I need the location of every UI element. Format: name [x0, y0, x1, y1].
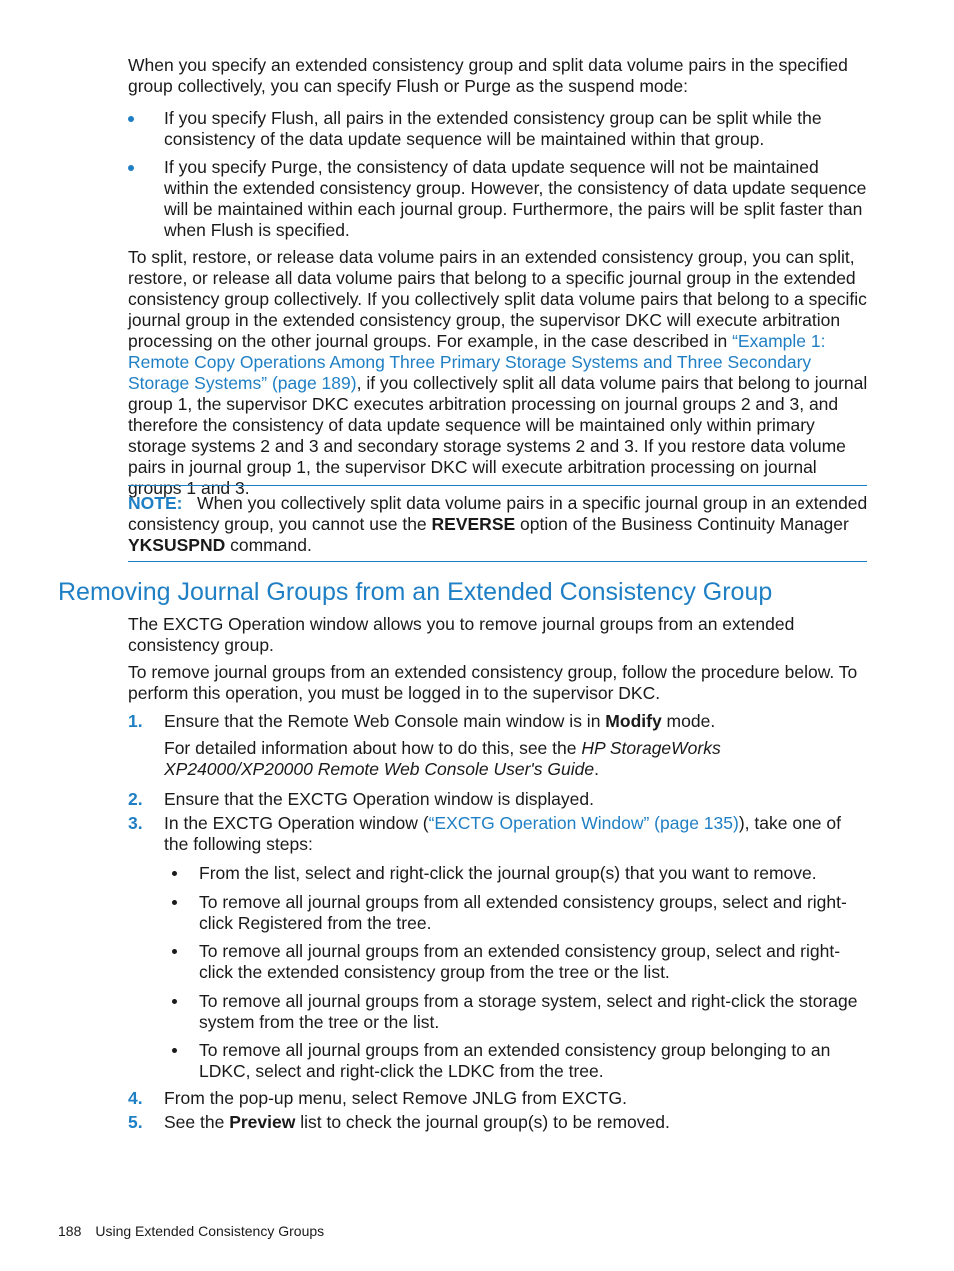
detail-text: . — [594, 759, 599, 779]
step-text-part: list to check the journal group(s) to be removed. — [295, 1112, 670, 1132]
step-number: 5. — [128, 1112, 143, 1132]
section-intro-paragraph: The EXCTG Operation window allows you to remove journal groups from an extended consistency group. — [128, 614, 795, 655]
bullet-text: If you specify Purge, the consistency of data update sequence will not be maintained within the extended consistency group. However, the consistency of data update sequence will be maintained within each journal group. Furthermore, the pairs will be split faster than when Flush is specified. — [164, 157, 867, 240]
bullet-icon — [172, 1048, 177, 1053]
step-number: 3. — [128, 813, 143, 833]
procedure-intro-paragraph: To remove journal groups from an extended consistency group, follow the procedure below. To perform this operation, you must be logged in to the supervisor DKC. — [128, 662, 858, 703]
note-text: When you collectively split data volume pairs in a specific journal group in an extended consistency group, you cannot use the — [128, 493, 868, 534]
step-text — [164, 711, 868, 732]
modify-mode: Modify — [605, 711, 662, 731]
step-text — [164, 1112, 868, 1133]
bullet-icon — [172, 900, 177, 905]
bullet-text: If you specify Flush, all pairs in the extended consistency group can be split while the consistency of the data update sequence will be maintained within that group. — [164, 108, 822, 149]
page-footer — [58, 1222, 338, 1240]
bullet-icon — [172, 949, 177, 954]
step-text: Ensure that the EXCTG Operation window is displayed. — [164, 789, 594, 809]
note-text: command. — [225, 535, 312, 555]
step-text-part: mode. — [661, 711, 716, 731]
paragraph-text: To split, restore, or release data volume pairs in an extended consistency group, you can split, restore, or release all data volume pairs that belong to a specific journal group in the extended consistency group collectively. If you collectively split data volume pairs that belong to a specific journal group in the extended consistency group, the supervisor DKC will execute arbitration processing on the other journal groups. For example, in the case described in — [128, 247, 867, 351]
exctg-operation-window-link[interactable]: “EXCTG Operation Window” (page 135) — [428, 813, 739, 833]
sub-step-text: To remove all journal groups from an extended consistency group, select and right-click the extended consistency group from the tree or the list. — [199, 941, 841, 982]
step-text-part: ), take one of the following steps: — [164, 813, 841, 854]
page-number: 188 — [58, 1223, 82, 1239]
example-1-link[interactable]: “Example 1: Remote Copy Operations Among Three Primary Storage Systems and Three Secondary Storage Systems” (page 189) — [128, 331, 826, 393]
sub-step-text: To remove all journal groups from a storage system, select and right-click the storage system from the tree or the list. — [199, 991, 858, 1032]
sub-step-text: To remove all journal groups from all extended consistency groups, select and right-click Registered from the tree. — [199, 892, 847, 933]
bullet-icon — [128, 165, 134, 171]
note-text: option of the Business Continuity Manager — [515, 514, 849, 534]
bullet-icon — [128, 116, 134, 122]
note-label: NOTE: — [128, 493, 183, 513]
step-text: From the pop-up menu, select Remove JNLG from EXCTG. — [164, 1088, 627, 1108]
step-text-part: In the EXCTG Operation window ( — [164, 813, 429, 833]
step-1-detail — [164, 738, 868, 780]
preview-list: Preview — [229, 1112, 296, 1132]
guide-title: HP StorageWorks XP24000/XP20000 Remote Web Console User's Guide — [164, 738, 721, 779]
sub-step-text: To remove all journal groups from an extended consistency group belonging to an LDKC, select and right-click the LDKC from the tree. — [199, 1040, 831, 1081]
split-restore-paragraph — [128, 247, 868, 499]
step-text — [164, 813, 868, 855]
detail-text: For detailed information about how to do this, see the — [164, 738, 582, 758]
step-number: 2. — [128, 789, 143, 809]
intro-paragraph: When you specify an extended consistency group and split data volume pairs in the specified group collectively, you can specify Flush or Purge as the suspend mode: — [128, 55, 848, 96]
step-number: 4. — [128, 1088, 143, 1108]
reverse-option: REVERSE — [431, 514, 516, 534]
chapter-title: Using Extended Consistency Groups — [95, 1223, 325, 1239]
note-top-rule — [128, 485, 867, 486]
section-heading: Removing Journal Groups from an Extended Consistency Group — [58, 578, 773, 606]
sub-step-text: From the list, select and right-click the journal group(s) that you want to remove. — [199, 863, 817, 883]
step-text-part: Ensure that the Remote Web Console main window is in — [164, 711, 606, 731]
yksuspnd-command: YKSUSPND — [128, 535, 226, 555]
note-block — [128, 493, 868, 556]
bullet-icon — [172, 871, 177, 876]
step-text-part: See the — [164, 1112, 230, 1132]
paragraph-text: , if you collectively split all data volume pairs that belong to journal group 1, the supervisor DKC executes arbitration processing on journal groups 2 and 3, and therefore the consistency of data update sequence will be maintained only within primary storage systems 2 and 3 and secondary storage systems 2 and 3. If you restore data volume pairs in journal group 1, the supervisor DKC will execute arbitration processing on journal groups 1 and 3. — [128, 373, 868, 498]
step-number: 1. — [128, 711, 143, 731]
bullet-icon — [172, 999, 177, 1004]
note-bottom-rule — [128, 561, 867, 562]
